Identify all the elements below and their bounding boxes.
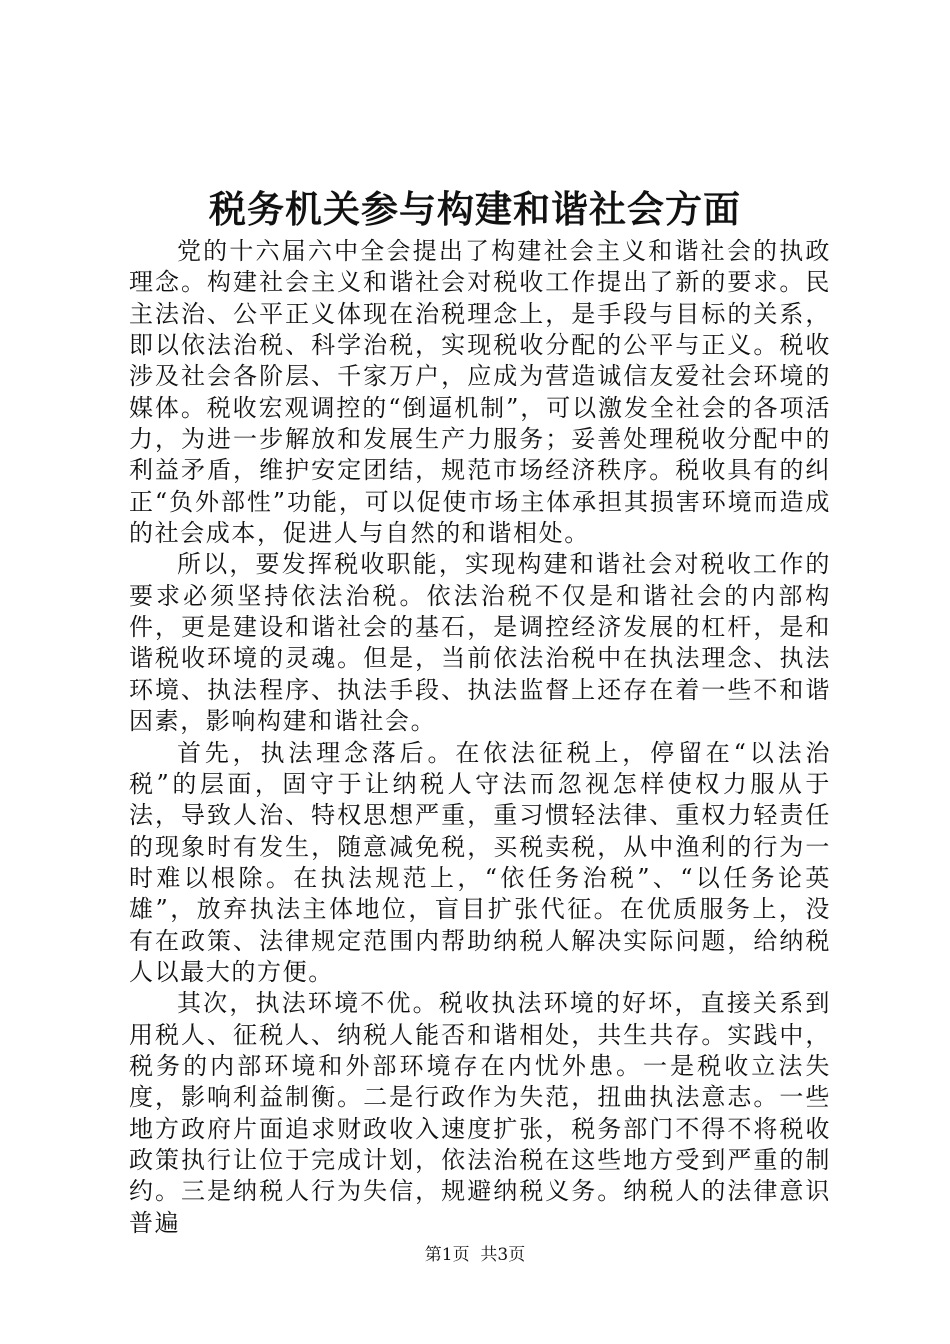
page-number-footer: 第1页 共3页 xyxy=(424,1245,526,1265)
document-title: 税务机关参与构建和谐社会方面 xyxy=(209,187,741,231)
document-body xyxy=(129,236,831,1239)
paragraph-3: 首先，执法理念落后。在依法征税上，停留在“以法治税”的层面，固守于让纳税人守法而忽视怎样使权力服从于法，导致人治、特权思想严重，重习惯轻法律、重权力轻责任的现象时有发生，随意减免税，买税卖税，从中渔利的行为一时难以根除。在执法规范上，“依任务治税”、“以任务论英雄”，放弃执法主体地位，盲目扩张代征。在优质服务上，没有在政策、法律规定范围内帮助纳税人解决实际问题，给纳税人以最大的方便。 xyxy=(129,738,831,986)
paragraph-2: 所以，要发挥税收职能，实现构建和谐社会对税收工作的要求必须坚持依法治税。依法治税不仅是和谐社会的内部构件，更是建设和谐社会的基石，是调控经济发展的杠杆，是和谐税收环境的灵魂。但是，当前依法治税中在执法理念、执法环境、执法程序、执法手段、执法监督上还存在着一些不和谐因素，影响构建和谐社会。 xyxy=(129,550,831,736)
paragraph-4: 其次，执法环境不优。税收执法环境的好坏，直接关系到用税人、征税人、纳税人能否和谐相处，共生共存。实践中，税务的内部环境和外部环境存在内忧外患。一是税收立法失度，影响利益制衡。二是行政作为失范，扭曲执法意志。一些地方政府片面追求财政收入速度扩张，税务部门不得不将税收政策执行让位于完成计划，依法治税在这些地方受到严重的制约。三是纳税人行为失信，规避纳税义务。纳税人的法律意识普遍 xyxy=(129,989,831,1237)
paragraph-1: 党的十六届六中全会提出了构建社会主义和谐社会的执政理念。构建社会主义和谐社会对税收工作提出了新的要求。民主法治、公平正义体现在治税理念上，是手段与目标的关系，即以依法治税、科学治税，实现税收分配的公平与正义。税收涉及社会各阶层、千家万户，应成为营造诚信友爱社会环境的媒体。税收宏观调控的“倒逼机制”，可以激发全社会的各项活力，为进一步解放和发展生产力服务；妥善处理税收分配中的利益矛盾，维护安定团结，规范市场经济秩序。税收具有的纠正“负外部性”功能，可以促使市场主体承担其损害环境而造成的社会成本，促进人与自然的和谐相处。 xyxy=(129,237,831,548)
